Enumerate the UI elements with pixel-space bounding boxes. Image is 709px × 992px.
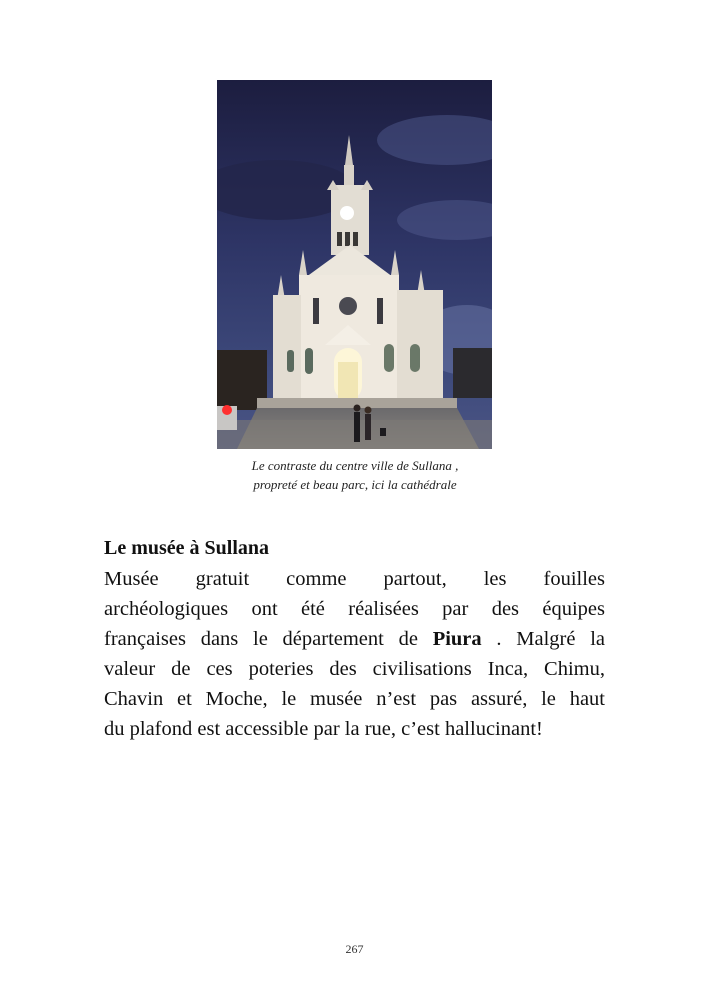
- section-title: Le musée à Sullana: [104, 537, 270, 559]
- body-line-2: archéologiques ont été réalisées par des équipes: [104, 598, 605, 620]
- photo-caption: [200, 456, 510, 494]
- cathedral-photo: [217, 80, 492, 449]
- page-number: 267: [345, 942, 364, 956]
- caption-line-2: propreté et beau parc, ici la cathédrale: [253, 477, 457, 492]
- body-line-5: Chavin et Moche, le musée n’est pas assuré, le haut: [104, 688, 605, 710]
- place-name-piura: Piura: [432, 628, 482, 650]
- body-line-1: Musée gratuit comme partout, les fouilles: [104, 568, 605, 590]
- body-line-3: françaises dans le département de Piura . Malgré la: [104, 628, 605, 650]
- body-line-6: du plafond est accessible par la rue, c’est hallucinant!: [104, 718, 543, 740]
- section-body: [104, 564, 605, 744]
- body-line-4: valeur de ces poteries des civilisations Inca, Chimu,: [104, 658, 605, 680]
- cathedral-illustration: [217, 80, 492, 449]
- caption-line-1: Le contraste du centre ville de Sullana ,: [251, 458, 459, 473]
